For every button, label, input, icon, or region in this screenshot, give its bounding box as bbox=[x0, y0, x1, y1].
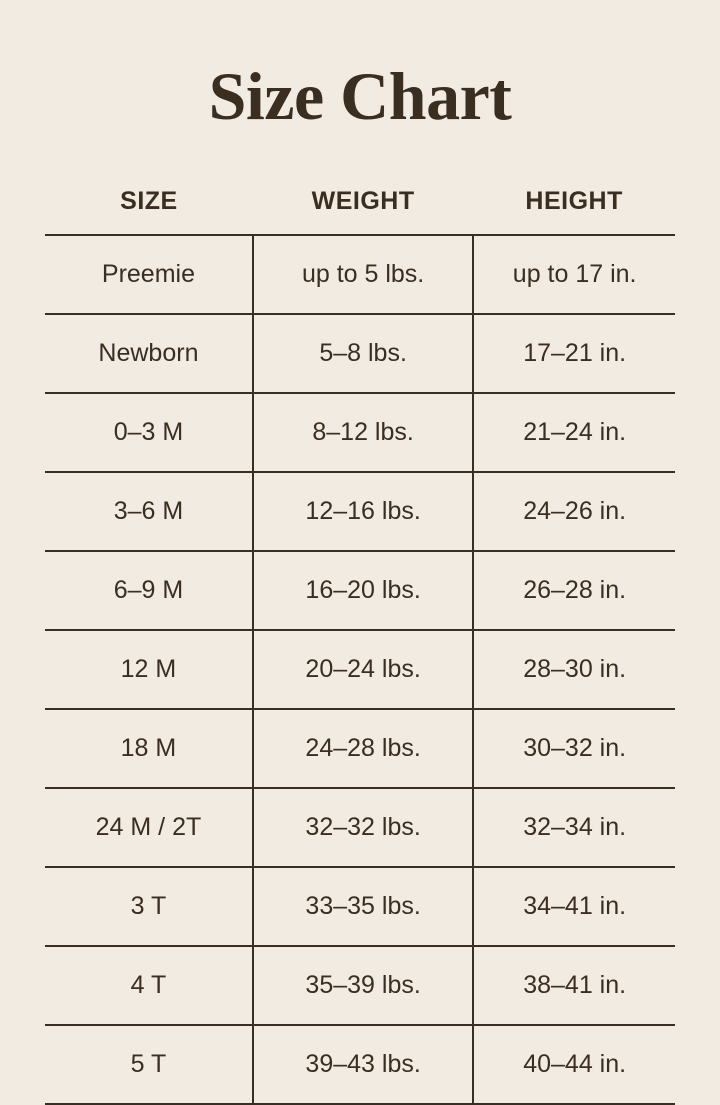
cell-height: 40–44 in. bbox=[473, 1025, 675, 1104]
cell-height: 38–41 in. bbox=[473, 946, 675, 1025]
cell-weight: 35–39 lbs. bbox=[253, 946, 473, 1025]
table-row bbox=[45, 946, 675, 1025]
cell-size: 4 T bbox=[45, 946, 253, 1025]
cell-weight: 20–24 lbs. bbox=[253, 630, 473, 709]
table-row bbox=[45, 314, 675, 393]
cell-weight: 33–35 lbs. bbox=[253, 867, 473, 946]
table-header bbox=[45, 186, 675, 235]
cell-height: 26–28 in. bbox=[473, 551, 675, 630]
table-row bbox=[45, 1025, 675, 1104]
page-title: Size Chart bbox=[208, 58, 512, 134]
cell-size: 12 M bbox=[45, 630, 253, 709]
cell-size: 24 M / 2T bbox=[45, 788, 253, 867]
cell-weight: 8–12 lbs. bbox=[253, 393, 473, 472]
table-header-row bbox=[45, 186, 675, 235]
cell-size: 3 T bbox=[45, 867, 253, 946]
table-row bbox=[45, 235, 675, 314]
cell-height: 32–34 in. bbox=[473, 788, 675, 867]
cell-size: 18 M bbox=[45, 709, 253, 788]
table-row bbox=[45, 393, 675, 472]
column-header-height: HEIGHT bbox=[473, 186, 675, 235]
table-row bbox=[45, 867, 675, 946]
cell-size: 0–3 M bbox=[45, 393, 253, 472]
cell-weight: 32–32 lbs. bbox=[253, 788, 473, 867]
table-row bbox=[45, 551, 675, 630]
cell-height: 17–21 in. bbox=[473, 314, 675, 393]
cell-weight: 12–16 lbs. bbox=[253, 472, 473, 551]
cell-size: 5 T bbox=[45, 1025, 253, 1104]
cell-weight: 39–43 lbs. bbox=[253, 1025, 473, 1104]
cell-height: 21–24 in. bbox=[473, 393, 675, 472]
cell-size: 6–9 M bbox=[45, 551, 253, 630]
cell-weight: 24–28 lbs. bbox=[253, 709, 473, 788]
table-body bbox=[45, 235, 675, 1104]
size-chart-table bbox=[45, 186, 675, 1105]
cell-weight: up to 5 lbs. bbox=[253, 235, 473, 314]
table-row bbox=[45, 709, 675, 788]
table-row bbox=[45, 630, 675, 709]
table-row bbox=[45, 788, 675, 867]
column-header-weight: WEIGHT bbox=[253, 186, 473, 235]
cell-size: Preemie bbox=[45, 235, 253, 314]
cell-weight: 5–8 lbs. bbox=[253, 314, 473, 393]
cell-height: 30–32 in. bbox=[473, 709, 675, 788]
cell-height: 34–41 in. bbox=[473, 867, 675, 946]
cell-size: 3–6 M bbox=[45, 472, 253, 551]
cell-height: up to 17 in. bbox=[473, 235, 675, 314]
cell-size: Newborn bbox=[45, 314, 253, 393]
column-header-size: SIZE bbox=[45, 186, 253, 235]
cell-height: 28–30 in. bbox=[473, 630, 675, 709]
size-chart-table-wrapper bbox=[45, 130, 675, 1105]
cell-weight: 16–20 lbs. bbox=[253, 551, 473, 630]
table-row bbox=[45, 472, 675, 551]
cell-height: 24–26 in. bbox=[473, 472, 675, 551]
